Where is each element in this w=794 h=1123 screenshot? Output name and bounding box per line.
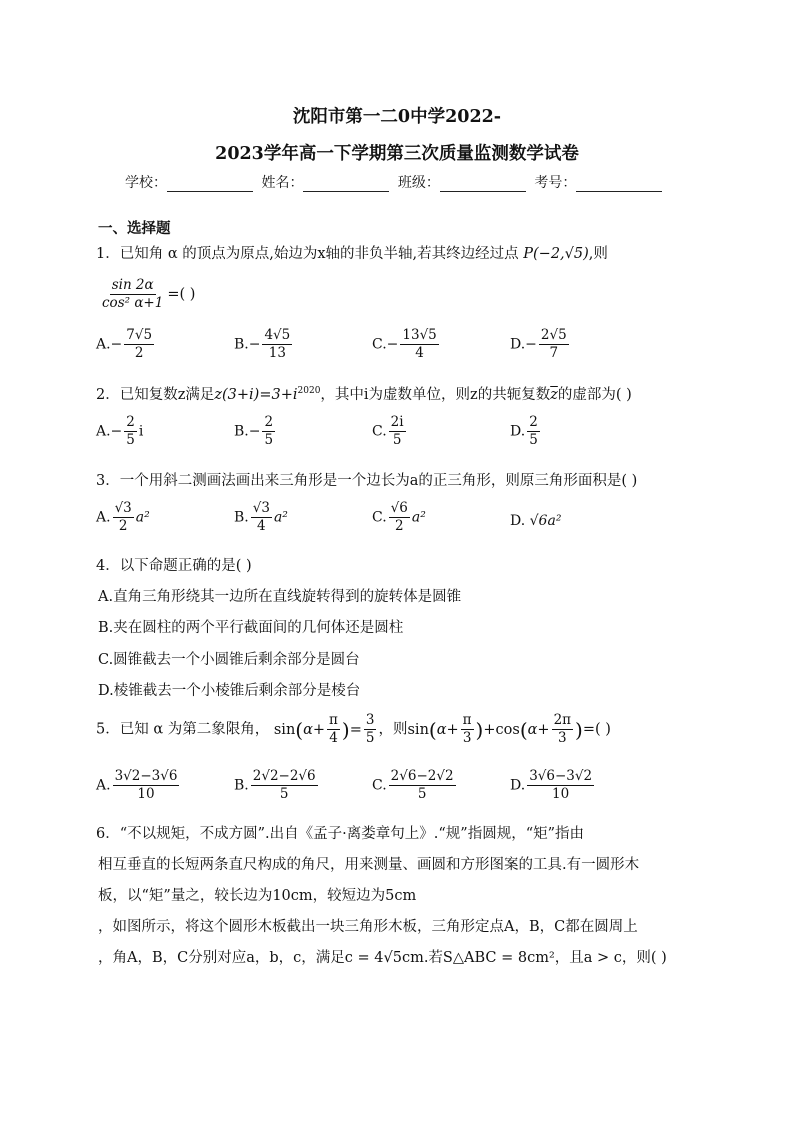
q4-option-b[interactable]: B.夹在圆柱的两个平行截面间的几何体还是圆柱 (98, 620, 404, 636)
q5-tail: =( ) (582, 721, 611, 738)
q1-tail: ,则 (588, 246, 608, 262)
title-line-1: 沈阳市第一二0中学2022- (292, 107, 502, 127)
school-label: 学校： (125, 175, 167, 191)
q3-c-num: √6 (390, 500, 408, 516)
q3-b-num: √3 (252, 500, 270, 516)
q2-d-den: 5 (529, 432, 538, 448)
q3-c-den: 2 (394, 518, 404, 534)
q2-a-num: 2 (126, 414, 135, 430)
q2-a-den: 5 (126, 432, 135, 448)
school-field[interactable] (167, 177, 253, 192)
q3-a-suffix: a² (135, 509, 150, 526)
q3-option-b[interactable]: B. $\frac{√3}{4}$ a² (234, 500, 288, 534)
q5-option-a[interactable]: A. $\frac{3√2-3√6}{10}$ (96, 768, 178, 802)
q1-expr-den: cos² α+1 (102, 295, 164, 311)
question-2-stem (96, 383, 632, 404)
q1-d-den: 7 (549, 345, 559, 361)
question-6-line-2: 相互垂直的长短两条直尺构成的角尺，用来测量、画圆和方形图案的工具.有一圆形木 (98, 857, 640, 873)
q5-b-num: 2√2−2√6 (252, 768, 316, 784)
q1-option-b[interactable]: B.− $\frac{4√5}{13}$ (234, 327, 291, 361)
name-field[interactable] (303, 177, 389, 192)
q4-option-d[interactable]: D.棱锥截去一个小棱锥后剩余部分是棱台 (98, 683, 361, 699)
question-6-line-4: ，如图所示，将这个圆形木板截出一块三角形木板，三角形定点A，B，C都在圆周上 (98, 919, 638, 935)
q5-mid: ，则 (378, 721, 408, 738)
q3-b-suffix: a² (273, 509, 288, 526)
exam-no-label: 考号： (534, 175, 577, 191)
q1-option-c[interactable]: C.− $\frac{13√5}{4}$ (372, 327, 437, 361)
q5-a-den: 10 (137, 786, 155, 802)
q1-c-num: 13√5 (402, 327, 437, 343)
question-6-line-1: 6．“不以规矩，不成方圆”.出自《孟子·离娄章句上》.“规”指圆规，“矩”指由 (96, 826, 585, 842)
q2-zbar: $\overline{z}$ (550, 387, 558, 403)
q2-option-a[interactable]: A.− $\frac{2}{5}$ i (96, 414, 144, 448)
q5-c-num: 2√6−2√2 (390, 768, 454, 784)
title-line-2: 2023学年高一下学期第三次质量监测数学试卷 (215, 144, 579, 164)
q1-a-num: 7√5 (126, 327, 153, 343)
q1-expr-tail: =( ) (167, 286, 196, 303)
q5-target: sin(α+ $\frac{\pi}{3}$ )+cos(α+ $\frac{2\pi}{3}$ ) (407, 712, 583, 746)
question-6-line-5: ，角A，B，C分别对应a，b，c，满足c = 4√5cm.若S△ABC = 8cm²，且a > c，则( ) (98, 950, 667, 966)
question-6-line-3: 板，以“矩”量之，较长边为10cm，较短边为5cm (98, 888, 417, 904)
exam-no-field[interactable] (576, 177, 662, 192)
q3-b-den: 4 (257, 518, 266, 534)
q5-option-c[interactable]: C. $\frac{2√6-2√2}{5}$ (372, 768, 454, 802)
question-5-stem (96, 712, 611, 747)
q3-c-suffix: a² (411, 509, 426, 526)
q3-d-text: √6a² (529, 513, 562, 529)
q4-option-a[interactable]: A.直角三角形绕其一边所在直线旋转得到的旋转体是圆锥 (98, 589, 462, 605)
q1-expression (98, 277, 195, 312)
q2-option-d[interactable]: D. $\frac{2}{5}$ (510, 414, 538, 448)
q2-eq-sup: 2020 (297, 386, 321, 397)
info-fields (125, 172, 666, 192)
q2-b-den: 5 (264, 432, 274, 448)
q1-text: 1．已知角 α 的顶点为原点,始边为x轴的非负半轴,若其终边经过点 (96, 246, 519, 262)
q1-b-den: 13 (268, 345, 286, 361)
q3-option-d[interactable]: D. √6a² (510, 513, 562, 529)
section-heading: 一、选择题 (98, 220, 171, 237)
class-field[interactable] (440, 177, 526, 192)
name-label: 姓名： (261, 175, 304, 191)
q2-option-b[interactable]: B.− $\frac{2}{5}$ (234, 414, 274, 448)
q1-option-a[interactable]: A.− $\frac{7√5}{2}$ (96, 327, 153, 361)
q2-option-c[interactable]: C. $\frac{2i}{5}$ (372, 414, 404, 448)
question-3-stem: 3．一个用斜二测画法画出来三角形是一个边长为a的正三角形，则原三角形面积是( ) (96, 473, 638, 489)
q2-text: 2．已知复数z满足 (96, 387, 215, 403)
q5-c-den: 5 (417, 786, 427, 802)
q1-a-den: 2 (134, 345, 144, 361)
q5-d-num: 3√6−3√2 (529, 768, 593, 784)
q2-a-suffix: i (138, 423, 144, 440)
question-1-stem (96, 242, 608, 263)
q5-given: sin(α+ $\frac{\pi}{4}$ )= $\frac{3}{5}$ (273, 712, 375, 746)
q1-c-den: 4 (415, 345, 424, 361)
class-label: 班级： (397, 175, 440, 191)
q4-option-c[interactable]: C.圆锥截去一个小圆锥后剩余部分是圆台 (98, 652, 360, 668)
q2-eq: z(3+i)=3+i (214, 387, 298, 403)
q1-point: P(−2,√5) (523, 246, 589, 262)
q5-d-den: 10 (552, 786, 570, 802)
q2-tail2: 的虚部为( ) (557, 387, 632, 403)
q3-option-c[interactable]: C. $\frac{√6}{2}$ a² (372, 500, 426, 534)
q2-tail: ，其中i为虚数单位，则z的共轭复数 (320, 387, 551, 403)
q2-c-den: 5 (392, 432, 402, 448)
q1-b-num: 4√5 (264, 327, 291, 343)
question-4-stem: 4．以下命题正确的是( ) (96, 558, 252, 574)
q2-b-num: 2 (264, 414, 274, 430)
q3-a-den: 2 (118, 518, 128, 534)
q3-option-a[interactable]: A. $\frac{√3}{2}$ a² (96, 500, 150, 534)
q5-option-d[interactable]: D. $\frac{3√6-3√2}{10}$ (510, 768, 593, 802)
q5-option-b[interactable]: B. $\frac{2√2-2√6}{5}$ (234, 768, 316, 802)
q3-a-num: √3 (114, 500, 132, 516)
q1-d-num: 2√5 (540, 327, 567, 343)
q1-expr-num: sin 2α (111, 277, 154, 293)
q1-option-d[interactable]: D.− $\frac{2√5}{7}$ (510, 327, 567, 361)
q2-c-num: 2i (390, 414, 404, 430)
q5-text: 5．已知 α 为第二象限角， (96, 721, 270, 738)
q2-d-num: 2 (529, 414, 538, 430)
q5-a-num: 3√2−3√6 (114, 768, 178, 784)
q5-b-den: 5 (279, 786, 289, 802)
